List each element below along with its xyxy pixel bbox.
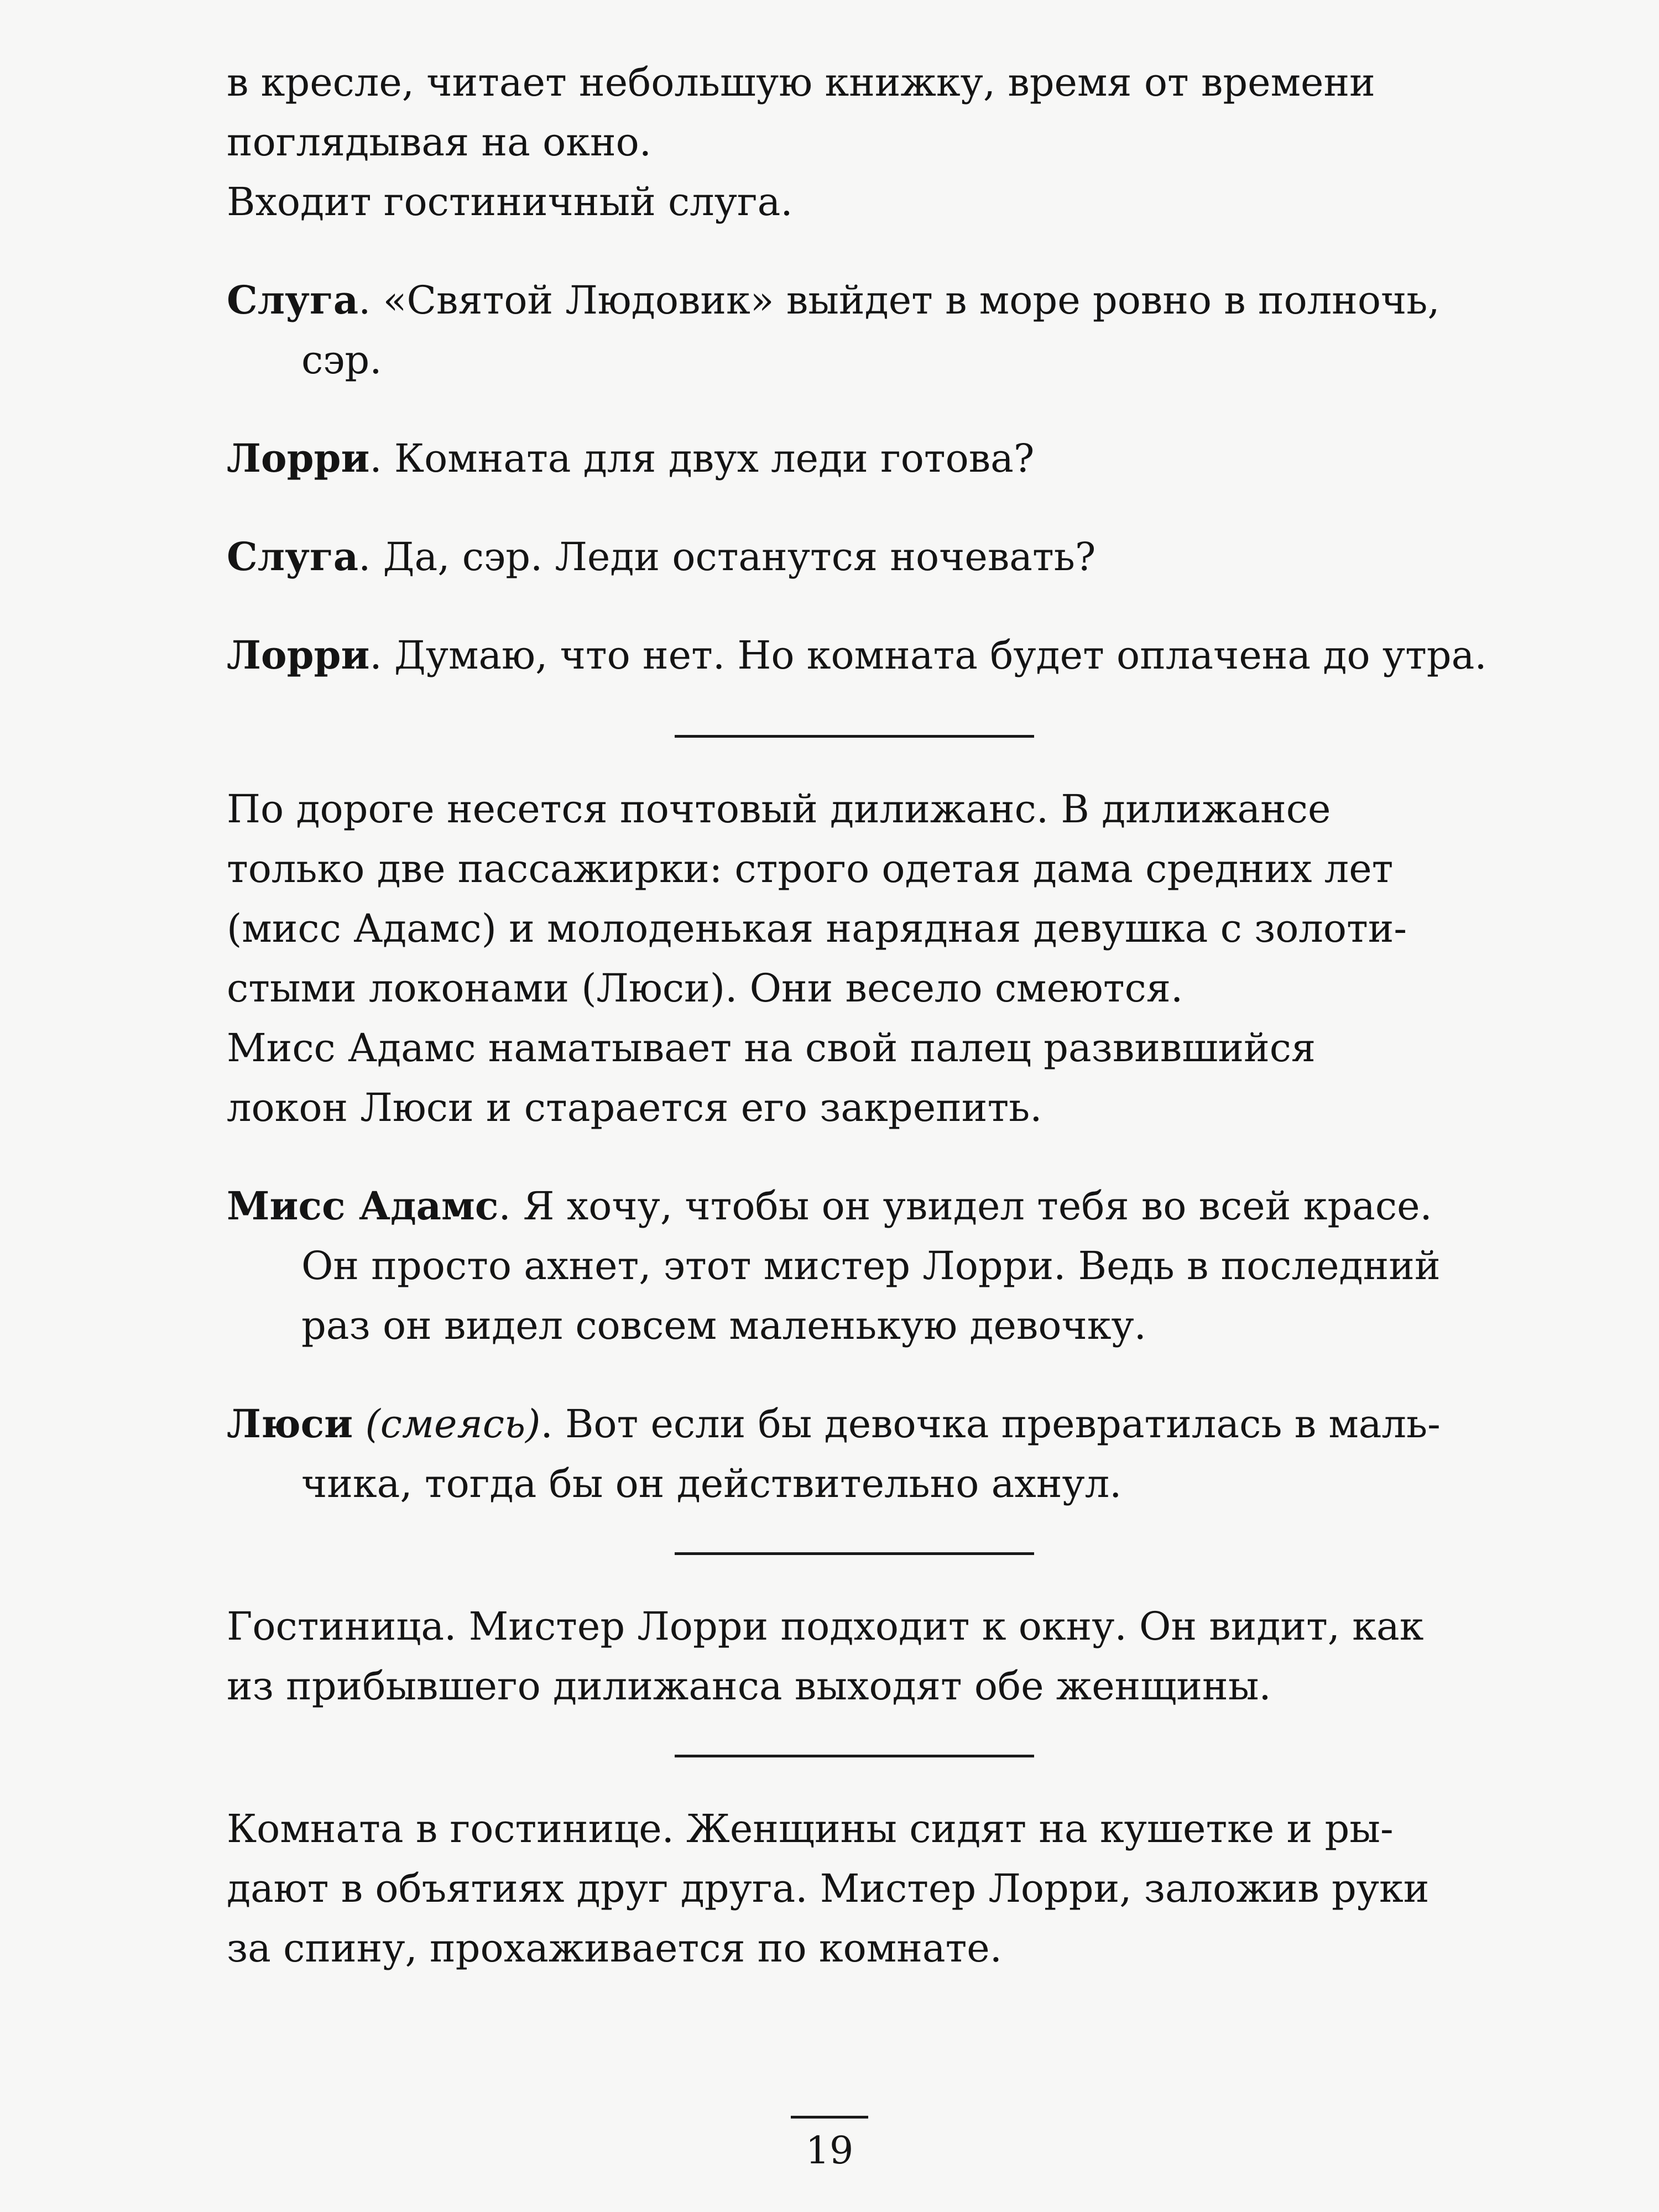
- stage-direction: [227, 1597, 1488, 1716]
- dialogue-line: [227, 527, 1488, 587]
- text-line: в кресле, читает небольшую книжку, время от времени: [227, 60, 1375, 105]
- speaker-name: Люси: [227, 1401, 353, 1447]
- dialogue-line: [227, 625, 1490, 685]
- dialogue-line: [227, 1176, 1488, 1355]
- speech-text: . Вот если бы девочка превратилась в маль-чика, тогда бы он действительно ахнул.: [301, 1401, 1441, 1506]
- text-line: поглядывая на окно.: [227, 119, 652, 165]
- speaker-name: Слуга: [227, 534, 359, 580]
- dialogue-line: [227, 1394, 1488, 1514]
- speech-text: . Думаю, что нет. Но комната будет оплачена до утра.: [369, 633, 1487, 678]
- dialogue-line: [227, 270, 1488, 390]
- page-number-rule: [791, 2116, 868, 2119]
- section-divider: [675, 735, 1034, 738]
- text-line: за спину, прохаживается по комнате.: [227, 1926, 1002, 1971]
- speaker-name: Лорри: [227, 632, 370, 678]
- page-number: 19: [805, 2129, 854, 2173]
- speaker-name: Слуга: [227, 277, 359, 323]
- text-line: из прибывшего дилижанса выходят обе женщины.: [227, 1663, 1271, 1709]
- text-line: стыми локонами (Люси). Они весело смеются.: [227, 966, 1183, 1011]
- page-text: [227, 53, 1488, 1978]
- section-divider: [675, 1552, 1034, 1555]
- dialogue-line: [227, 429, 1488, 488]
- stage-direction: Входит гостиничный слуга.: [227, 179, 793, 225]
- text-line: (мисс Адамс) и молоденькая нарядная девушка с золоти-: [227, 906, 1407, 951]
- text-line: только две пассажирки: строго одетая дама средних лет: [227, 846, 1394, 891]
- stage-direction: [227, 1799, 1488, 1978]
- speech-text: . Я хочу, чтобы он увидел тебя во всей красе. Он просто ахнет, этот мистер Лорри. Ведь в последний раз он видел совсем маленькую девочку.: [301, 1183, 1441, 1348]
- section-divider: [675, 1755, 1034, 1757]
- stage-direction: [227, 1018, 1488, 1138]
- text-line: По дороге несется почтовый дилижанс. В дилижансе: [227, 786, 1331, 832]
- text-line: локон Люси и старается его закрепить.: [227, 1085, 1042, 1130]
- speaker-name: Лорри: [227, 435, 370, 481]
- text-line: Гостиница. Мистер Лорри подходит к окну. Он видит, как: [227, 1604, 1424, 1649]
- speech-text: . «Святой Людовик» выйдет в море ровно в полночь, сэр.: [301, 278, 1440, 383]
- speech-text: . Комната для двух леди готова?: [369, 436, 1035, 481]
- text-line: Мисс Адамс наматывает на свой палец развившийся: [227, 1025, 1316, 1071]
- stage-direction: [227, 53, 1488, 172]
- speech-text: . Да, сэр. Леди останутся ночевать?: [358, 534, 1096, 580]
- stage-direction: [227, 779, 1488, 1018]
- speaker-name: Мисс Адамс: [227, 1183, 499, 1229]
- text-line: Комната в гостинице. Женщины сидят на кушетке и ры-: [227, 1806, 1394, 1851]
- stage-remark: (смеясь): [365, 1401, 541, 1447]
- text-line: дают в объятиях друг друга. Мистер Лорри, заложив руки: [227, 1866, 1430, 1911]
